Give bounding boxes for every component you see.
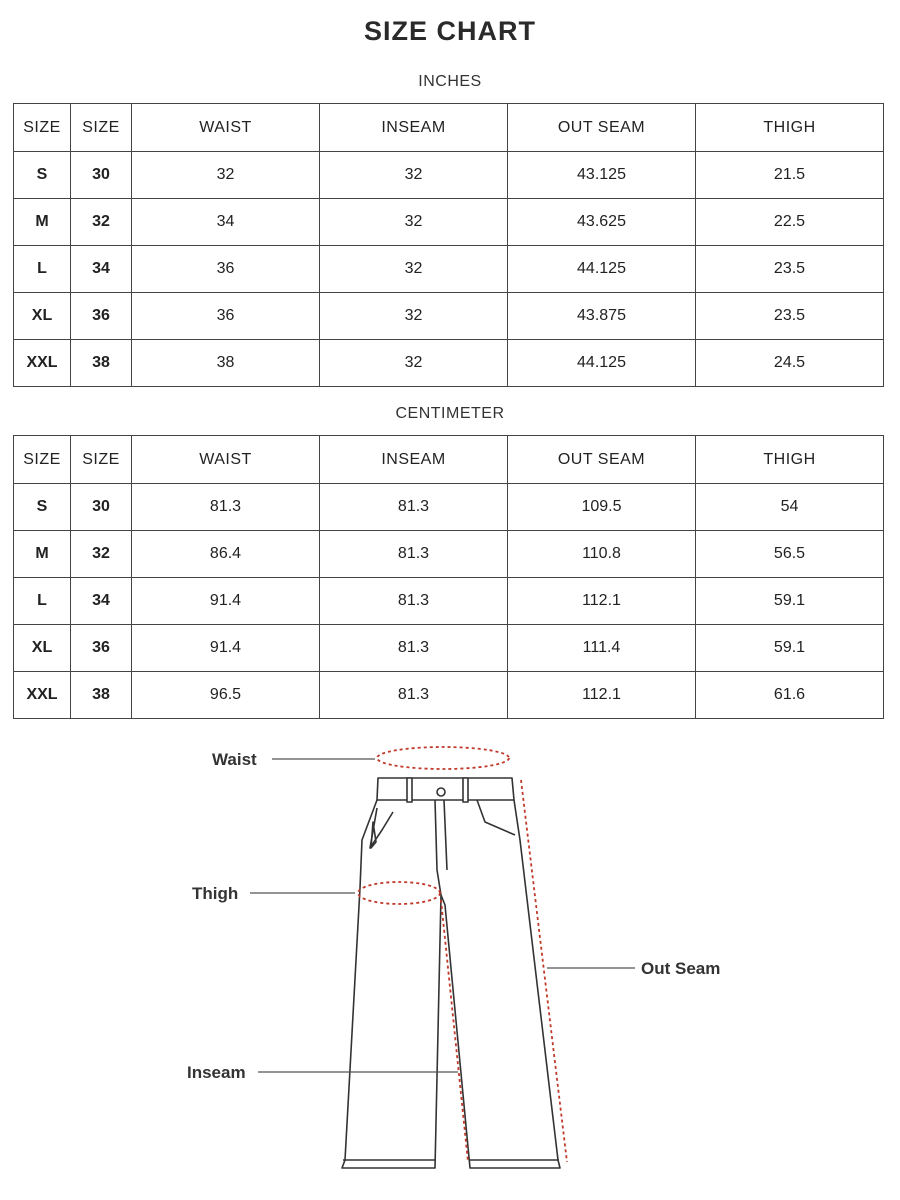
table-row [14, 672, 884, 719]
header-cell: OUT SEAM [508, 436, 696, 484]
table-cell: S [14, 484, 71, 531]
table-cell: XXL [14, 672, 71, 719]
table-cell: 96.5 [132, 672, 320, 719]
table-row [14, 152, 884, 199]
header-cell: SIZE [71, 104, 132, 152]
table-row [14, 246, 884, 293]
table-cell: 56.5 [696, 531, 884, 578]
inches-caption: INCHES [418, 73, 482, 90]
table-cell: 32 [71, 199, 132, 246]
header-cell: INSEAM [320, 436, 508, 484]
table-cell: 38 [71, 672, 132, 719]
table-cell: 34 [71, 246, 132, 293]
table-header-row [14, 436, 884, 484]
table-cell: 23.5 [696, 246, 884, 293]
table-cell: 81.3 [320, 672, 508, 719]
inseam-label: Inseam [187, 1063, 246, 1082]
table-cell: XL [14, 625, 71, 672]
table-cell: 22.5 [696, 199, 884, 246]
table-cell: 109.5 [508, 484, 696, 531]
centimeter-caption: CENTIMETER [395, 405, 505, 422]
waist-measure-line [377, 747, 509, 769]
table-cell: 61.6 [696, 672, 884, 719]
table-cell: 32 [320, 293, 508, 340]
thigh-label: Thigh [192, 884, 239, 903]
table-cell: M [14, 531, 71, 578]
table-cell: 86.4 [132, 531, 320, 578]
out-seam-measure-line [521, 780, 567, 1162]
table-cell: 112.1 [508, 672, 696, 719]
table-row [14, 578, 884, 625]
table-cell: 91.4 [132, 578, 320, 625]
table-cell: 43.625 [508, 199, 696, 246]
table-cell: L [14, 578, 71, 625]
header-cell: WAIST [132, 436, 320, 484]
table-cell: 111.4 [508, 625, 696, 672]
table-header-row [14, 104, 884, 152]
table-cell: 32 [320, 152, 508, 199]
table-row [14, 199, 884, 246]
centimeter-table [13, 435, 884, 719]
table-row [14, 293, 884, 340]
table-cell: 59.1 [696, 578, 884, 625]
table-cell: 34 [132, 199, 320, 246]
table-cell: 30 [71, 152, 132, 199]
header-cell: WAIST [132, 104, 320, 152]
table-cell: 81.3 [320, 531, 508, 578]
page-title: SIZE CHART [364, 16, 536, 46]
table-cell: S [14, 152, 71, 199]
header-cell: SIZE [14, 436, 71, 484]
table-cell: 32 [320, 340, 508, 387]
table-cell: 38 [132, 340, 320, 387]
out-seam-label: Out Seam [641, 959, 721, 978]
table-cell: 44.125 [508, 340, 696, 387]
table-cell: 36 [132, 293, 320, 340]
table-cell: 43.875 [508, 293, 696, 340]
table-cell: 81.3 [320, 484, 508, 531]
table-cell: 81.3 [132, 484, 320, 531]
header-cell: SIZE [71, 436, 132, 484]
table-cell: 21.5 [696, 152, 884, 199]
table-cell: 32 [132, 152, 320, 199]
table-cell: 38 [71, 340, 132, 387]
table-cell: 32 [320, 246, 508, 293]
header-cell: OUT SEAM [508, 104, 696, 152]
leader-lines [250, 759, 635, 1072]
table-cell: 36 [132, 246, 320, 293]
pants-measurement-diagram [0, 730, 900, 1200]
waist-label: Waist [212, 750, 257, 769]
inches-table [13, 103, 884, 387]
header-cell: INSEAM [320, 104, 508, 152]
table-cell: 30 [71, 484, 132, 531]
table-cell: M [14, 199, 71, 246]
table-cell: 32 [320, 199, 508, 246]
header-cell: THIGH [696, 436, 884, 484]
inseam-measure-line [441, 900, 468, 1162]
table-row [14, 484, 884, 531]
table-row [14, 531, 884, 578]
table-cell: 44.125 [508, 246, 696, 293]
table-cell: L [14, 246, 71, 293]
table-cell: 36 [71, 625, 132, 672]
header-cell: SIZE [14, 104, 71, 152]
table-cell: 91.4 [132, 625, 320, 672]
table-cell: 34 [71, 578, 132, 625]
table-cell: 32 [71, 531, 132, 578]
table-cell: 36 [71, 293, 132, 340]
table-cell: 81.3 [320, 625, 508, 672]
table-cell: 24.5 [696, 340, 884, 387]
table-cell: 23.5 [696, 293, 884, 340]
table-cell: 112.1 [508, 578, 696, 625]
table-cell: 110.8 [508, 531, 696, 578]
table-cell: XL [14, 293, 71, 340]
header-cell: THIGH [696, 104, 884, 152]
thigh-measure-line [358, 882, 440, 904]
table-cell: 54 [696, 484, 884, 531]
table-row [14, 625, 884, 672]
table-row [14, 340, 884, 387]
table-cell: 43.125 [508, 152, 696, 199]
measure-lines [358, 747, 567, 1162]
table-cell: XXL [14, 340, 71, 387]
table-cell: 59.1 [696, 625, 884, 672]
table-cell: 81.3 [320, 578, 508, 625]
